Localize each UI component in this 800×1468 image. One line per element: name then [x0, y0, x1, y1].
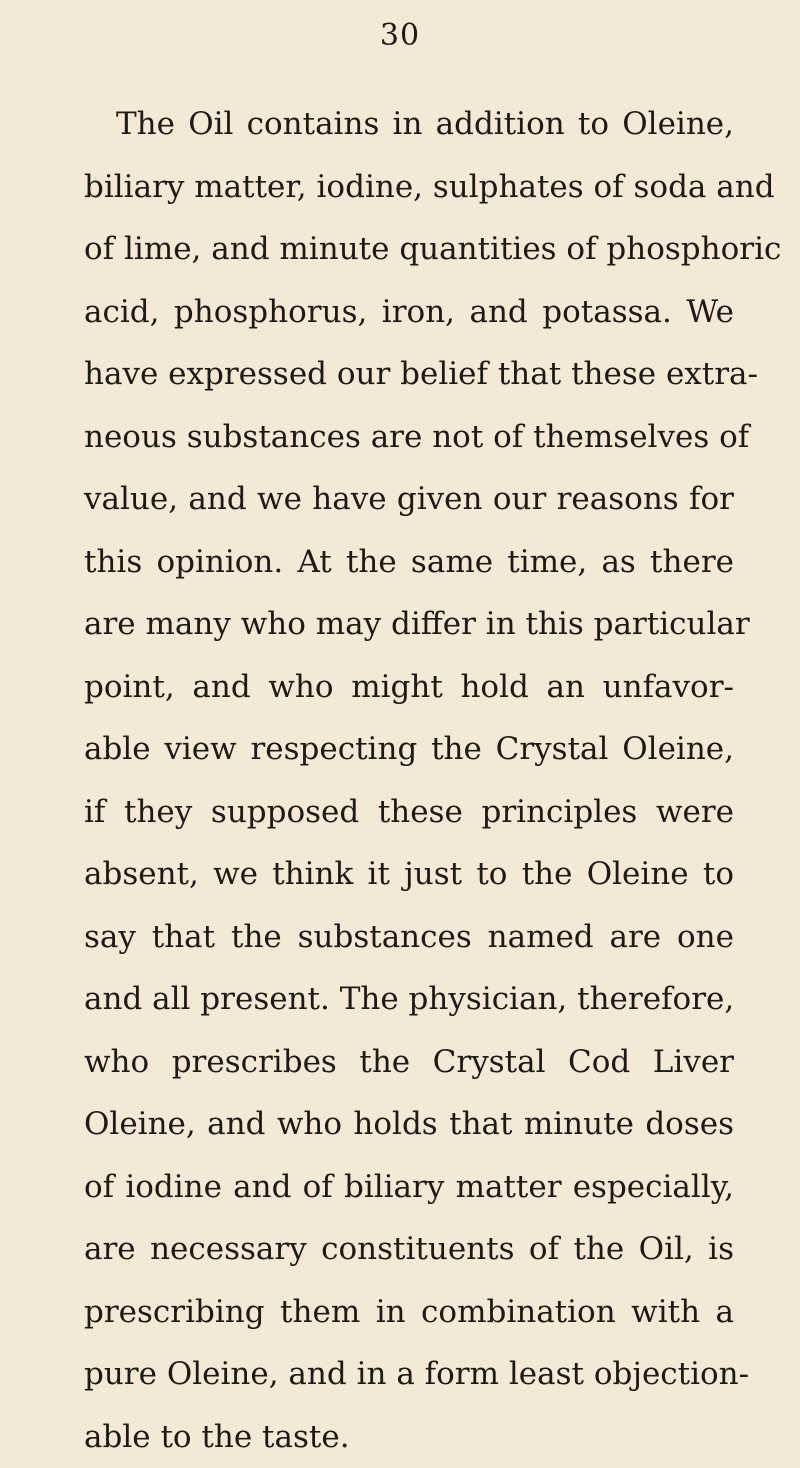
- text-line: able view respecting the Crystal Oleine,: [84, 718, 734, 781]
- text-line: prescribing them in combination with a: [84, 1281, 734, 1344]
- text-line: Oleine, and who holds that minute doses: [84, 1093, 734, 1156]
- text-line: biliary matter, iodine, sulphates of soda and: [84, 156, 734, 219]
- text-line: able to the taste.: [84, 1406, 734, 1468]
- text-line: point, and who might hold an unfavor-: [84, 656, 734, 719]
- text-line: absent, we think it just to the Oleine to: [84, 843, 734, 906]
- text-line: if they supposed these principles were: [84, 781, 734, 844]
- text-line: neous substances are not of themselves of: [84, 406, 734, 469]
- page-number: 30: [0, 16, 800, 56]
- text-line: are necessary constituents of the Oil, is: [84, 1218, 734, 1281]
- text-line: this opinion. At the same time, as there: [84, 531, 734, 594]
- text-line: of iodine and of biliary matter especially,: [84, 1156, 734, 1219]
- text-line: The Oil contains in addition to Oleine,: [84, 93, 734, 156]
- text-line: value, and we have given our reasons for: [84, 468, 734, 531]
- text-line: have expressed our belief that these extra-: [84, 343, 734, 406]
- text-line: who prescribes the Crystal Cod Liver: [84, 1031, 734, 1094]
- body-paragraph: [84, 93, 734, 1468]
- text-line: acid, phosphorus, iron, and potassa. We: [84, 281, 734, 344]
- text-line: say that the substances named are one: [84, 906, 734, 969]
- text-line: and all present. The physician, therefore,: [84, 968, 734, 1031]
- text-line: are many who may differ in this particular: [84, 593, 734, 656]
- text-line: of lime, and minute quantities of phosphoric: [84, 218, 734, 281]
- text-line: pure Oleine, and in a form least objection-: [84, 1343, 734, 1406]
